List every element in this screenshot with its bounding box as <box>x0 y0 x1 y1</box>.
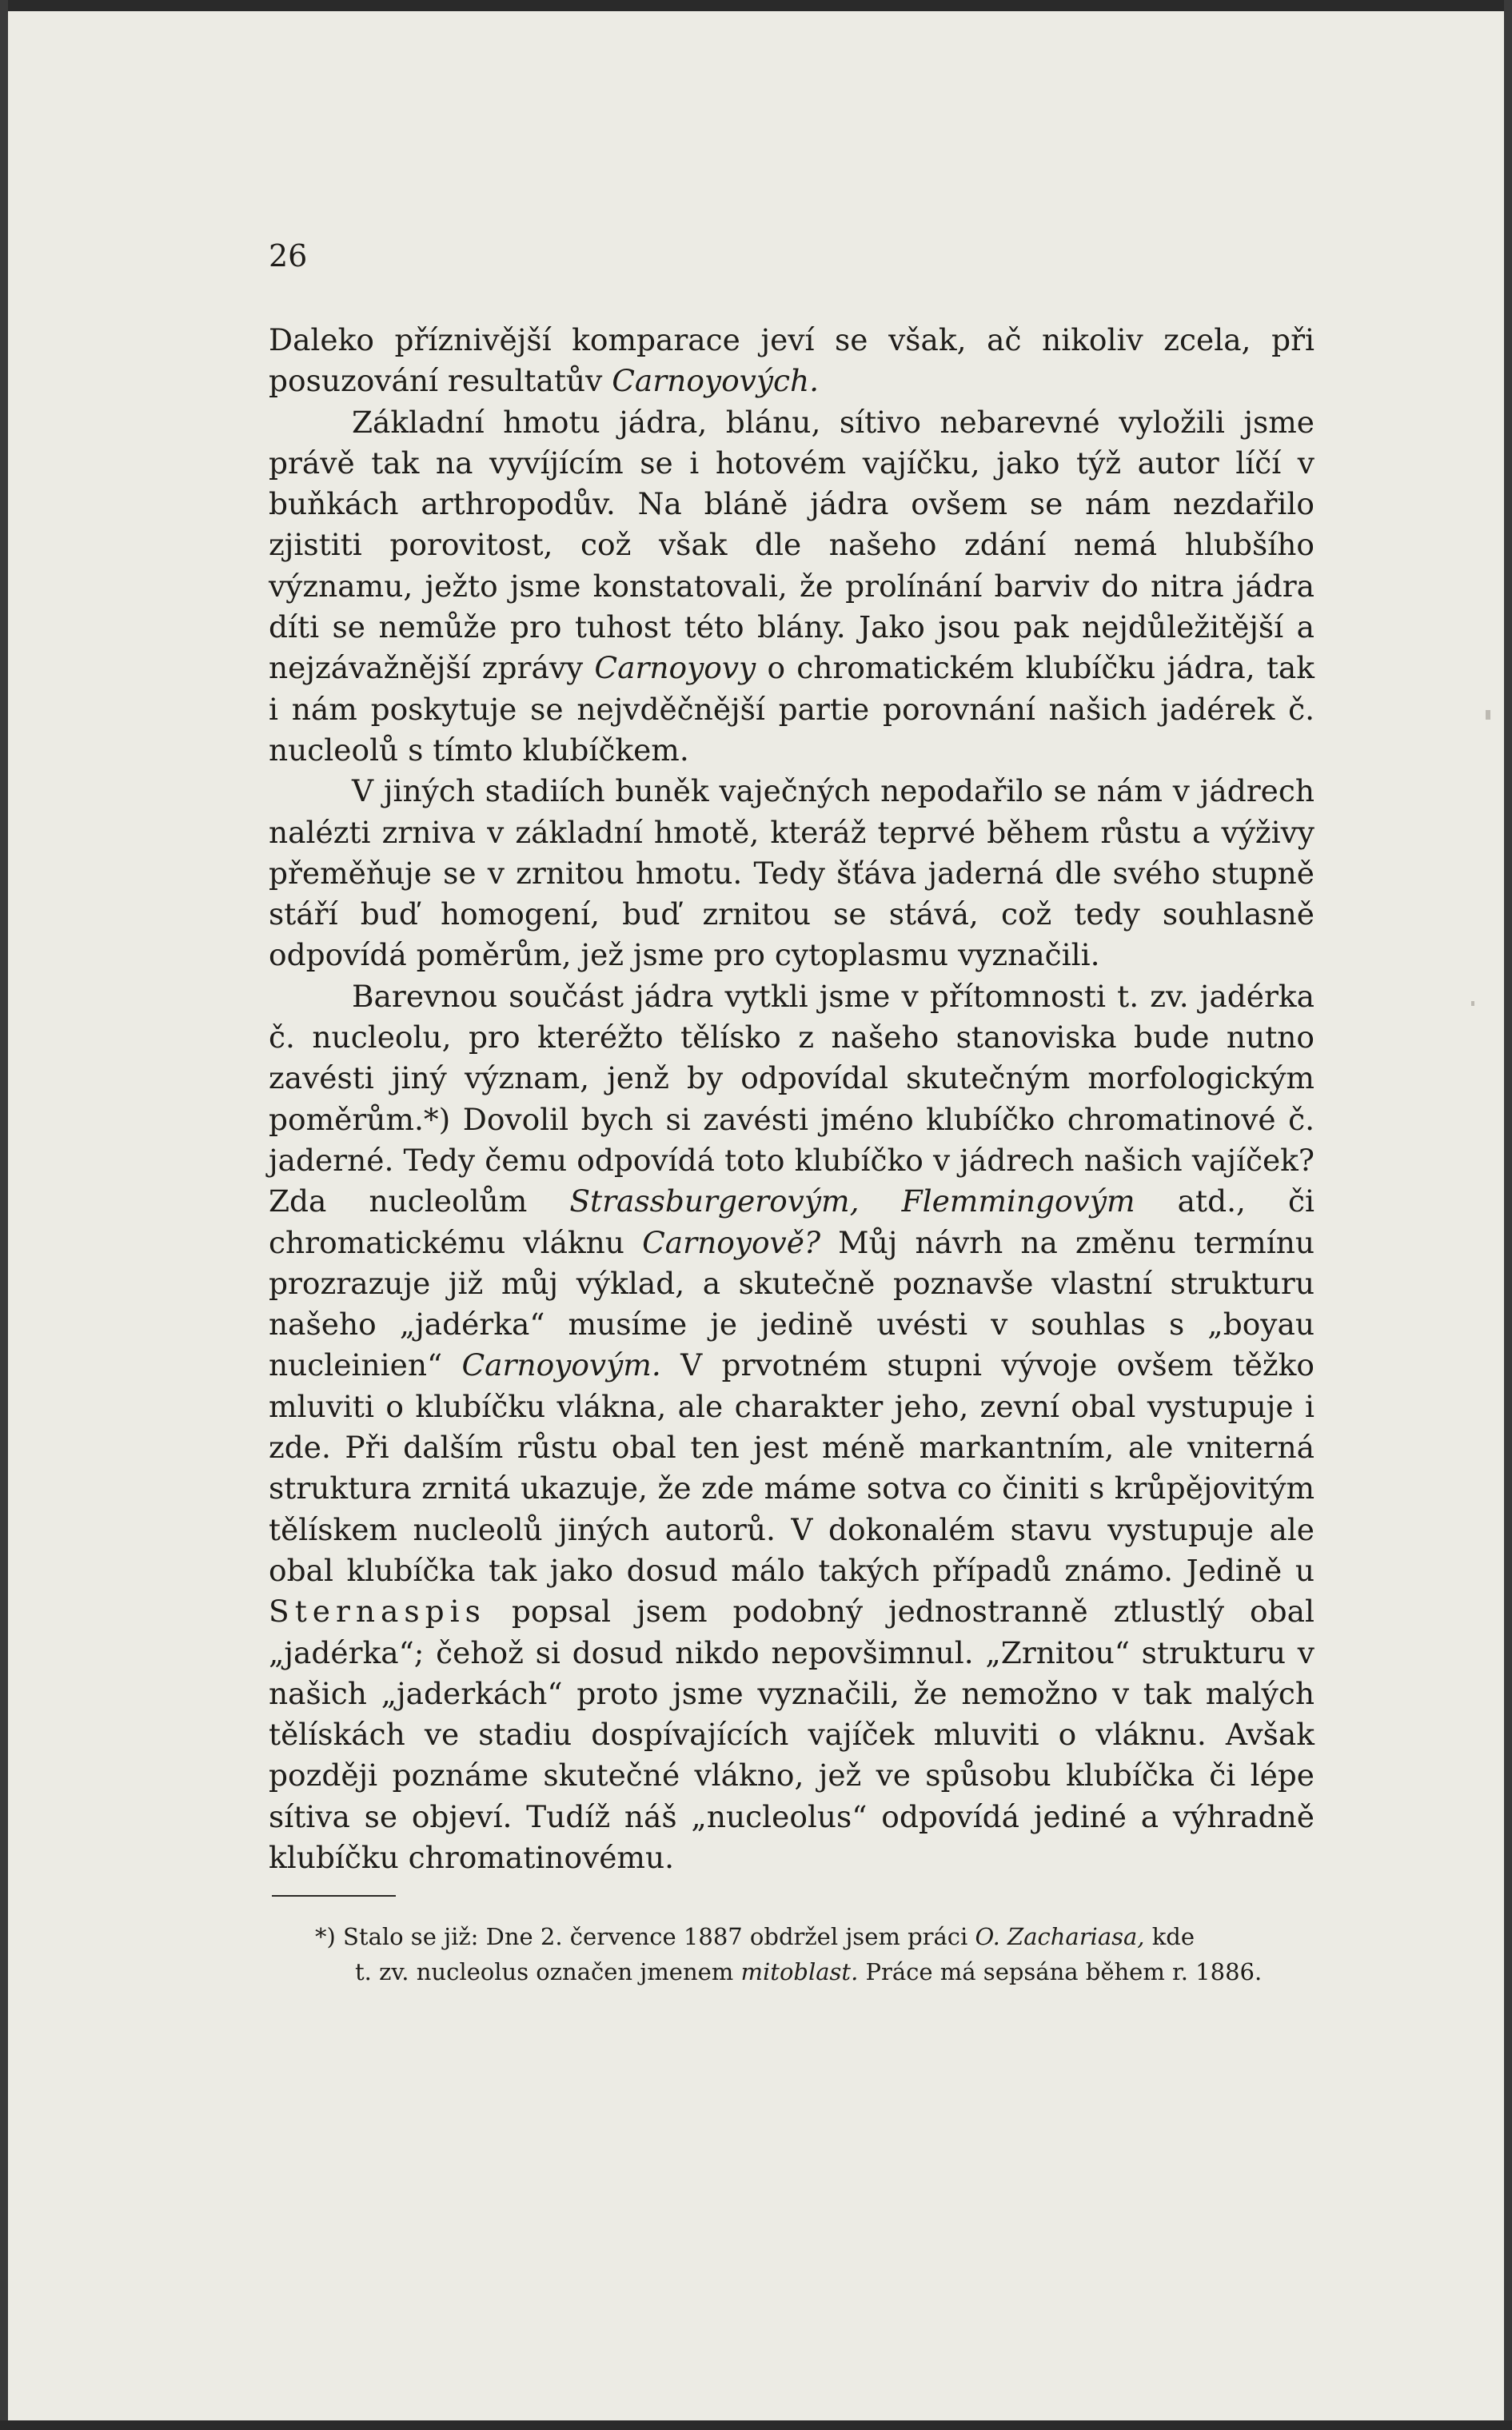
paragraph <box>269 976 1315 1879</box>
body-text <box>269 320 1315 1878</box>
paragraph <box>269 402 1315 772</box>
footnote <box>315 1919 1315 1989</box>
paragraph-text: popsal jsem podobný jednostranně ztlustlý obal „jadérka“; čehož si dosud nikdo nepovšimnul. „Zrnitou“ strukturu v našich „jaderkách“ proto jsme vyznačili, že nemožno v tak malých tělískách ve stadiu dospívajících vajíček mluviti o vláknu. Avšak později poznáme skutečné vlákno, jež ve spůsobu klubíčka či lépe sítiva se objeví. Tudíž náš „nucleolus“ odpovídá jediné a výhradně klubíčku chromatinovému. <box>269 1594 1315 1875</box>
footnote-term: mitoblast. <box>740 1958 859 1985</box>
footnote-line-2 <box>315 1954 1315 1989</box>
paragraph-text: V jiných stadiích buněk vaječných nepodařilo se nám v jádrech nalézti zrniva v základní hmotě, kteráž teprvé během růstu a výživy přeměňuje se v zrnitou hmotu. Tedy šťáva jaderná dle svého stupně stáří buď homogení, buď zrnitou se stává, což tedy souhlasně odpovídá poměrům, jež jsme pro cytoplasmu vyznačili. <box>269 773 1315 973</box>
italic-name: Carnoyovy <box>594 650 756 686</box>
scan-edge-left <box>0 0 8 2430</box>
margin-speck <box>1486 710 1490 720</box>
footnote-text: Stalo se již: Dne 2. července 1887 obdržel jsem práci <box>343 1923 975 1950</box>
footnote-marker: *) <box>315 1923 336 1950</box>
paragraph-text: o chromatickém klubíčku jádra, tak i nám poskytuje se nejvděčnější partie porovnání našich jadérek č. nucleolů s tímto klubíčkem. <box>269 650 1315 768</box>
spaced-term: Sternaspis <box>269 1594 486 1630</box>
paragraph-text: V prvotném stupni vývoje ovšem těžko mluviti o klubíčku vlákna, ale charakter jeho, zevní obal vystupuje i zde. Při dalším růstu obal ten jest méně markantním, ale vniterná struktura zrnitá ukazuje, že zde máme sotva co činiti s krůpějovitým tělískem nucleolů jiných autorů. V dokonalém stavu vystupuje ale obal klubíčka tak jako dosud málo takých případů známo. Jedině u <box>269 1347 1315 1588</box>
footnote-rule <box>272 1895 396 1897</box>
footnote-line-1 <box>315 1919 1315 1954</box>
italic-name: Strassburgerovým, Flemmingovým <box>569 1183 1135 1219</box>
footnote-text: Práce má sepsána během r. 1886. <box>858 1958 1263 1985</box>
paragraph <box>269 320 1315 402</box>
footnote-text: kde <box>1144 1923 1195 1950</box>
scan-edge-right <box>1504 0 1512 2430</box>
paragraph-text: Daleko příznivější komparace jeví se však, ač nikoliv zcela, při posuzování resultatův <box>269 322 1315 399</box>
paragraph-text: Základní hmotu jádra, blánu, sítivo nebarevné vyložili jsme právě tak na vyvíjícím se i hotovém vajíčku, jako týž autor líčí v buňkách arthropodův. Na bláně jádra ovšem se nám nezdařilo zjistiti porovitost, což však dle našeho zdání nemá hlubšího významu, ježto jsme konstatovali, že prolínání barviv do nitra jádra díti se nemůže pro tuhost této blány. Jako jsou pak nejdůležitější a nejzávažnější zprávy <box>269 404 1315 686</box>
footnote-author: O. Zachariasa, <box>975 1923 1145 1950</box>
italic-name: Carnoyovým. <box>461 1347 661 1383</box>
paragraph <box>269 771 1315 976</box>
page-number: 26 <box>269 238 308 273</box>
scan-edge-bottom <box>0 2420 1512 2430</box>
footnote-text: t. zv. nucleolus označen jmenem <box>355 1958 741 1985</box>
scan-edge-top <box>0 0 1512 11</box>
paragraph-text: atd., či chromatickému vláknu <box>269 1183 1315 1260</box>
paragraph-text: Barevnou součást jádra vytkli jsme v přítomnosti t. zv. jadérka č. nucleolu, pro kteréžto tělísko z našeho stanoviska bude nutno zavésti jiný význam, jenž by odpovídal skutečným morfologickým poměrům.*) Dovolil bych si zavésti jméno klubíčko chromatinové č. jaderné. Tedy čemu odpovídá toto klubíčko v jádrech našich vajíček? Zda nucleolům <box>269 978 1315 1219</box>
italic-name: Carnoyových. <box>612 363 820 399</box>
margin-speck <box>1471 1001 1474 1006</box>
italic-name: Carnoyově? <box>642 1224 821 1260</box>
paragraph-text: Můj návrh na změnu termínu prozrazuje již můj výklad, a skutečně poznavše vlastní strukturu našeho „jadérka“ musíme je jedině uvésti v souhlas s „boyau nucleinien“ <box>269 1224 1315 1383</box>
